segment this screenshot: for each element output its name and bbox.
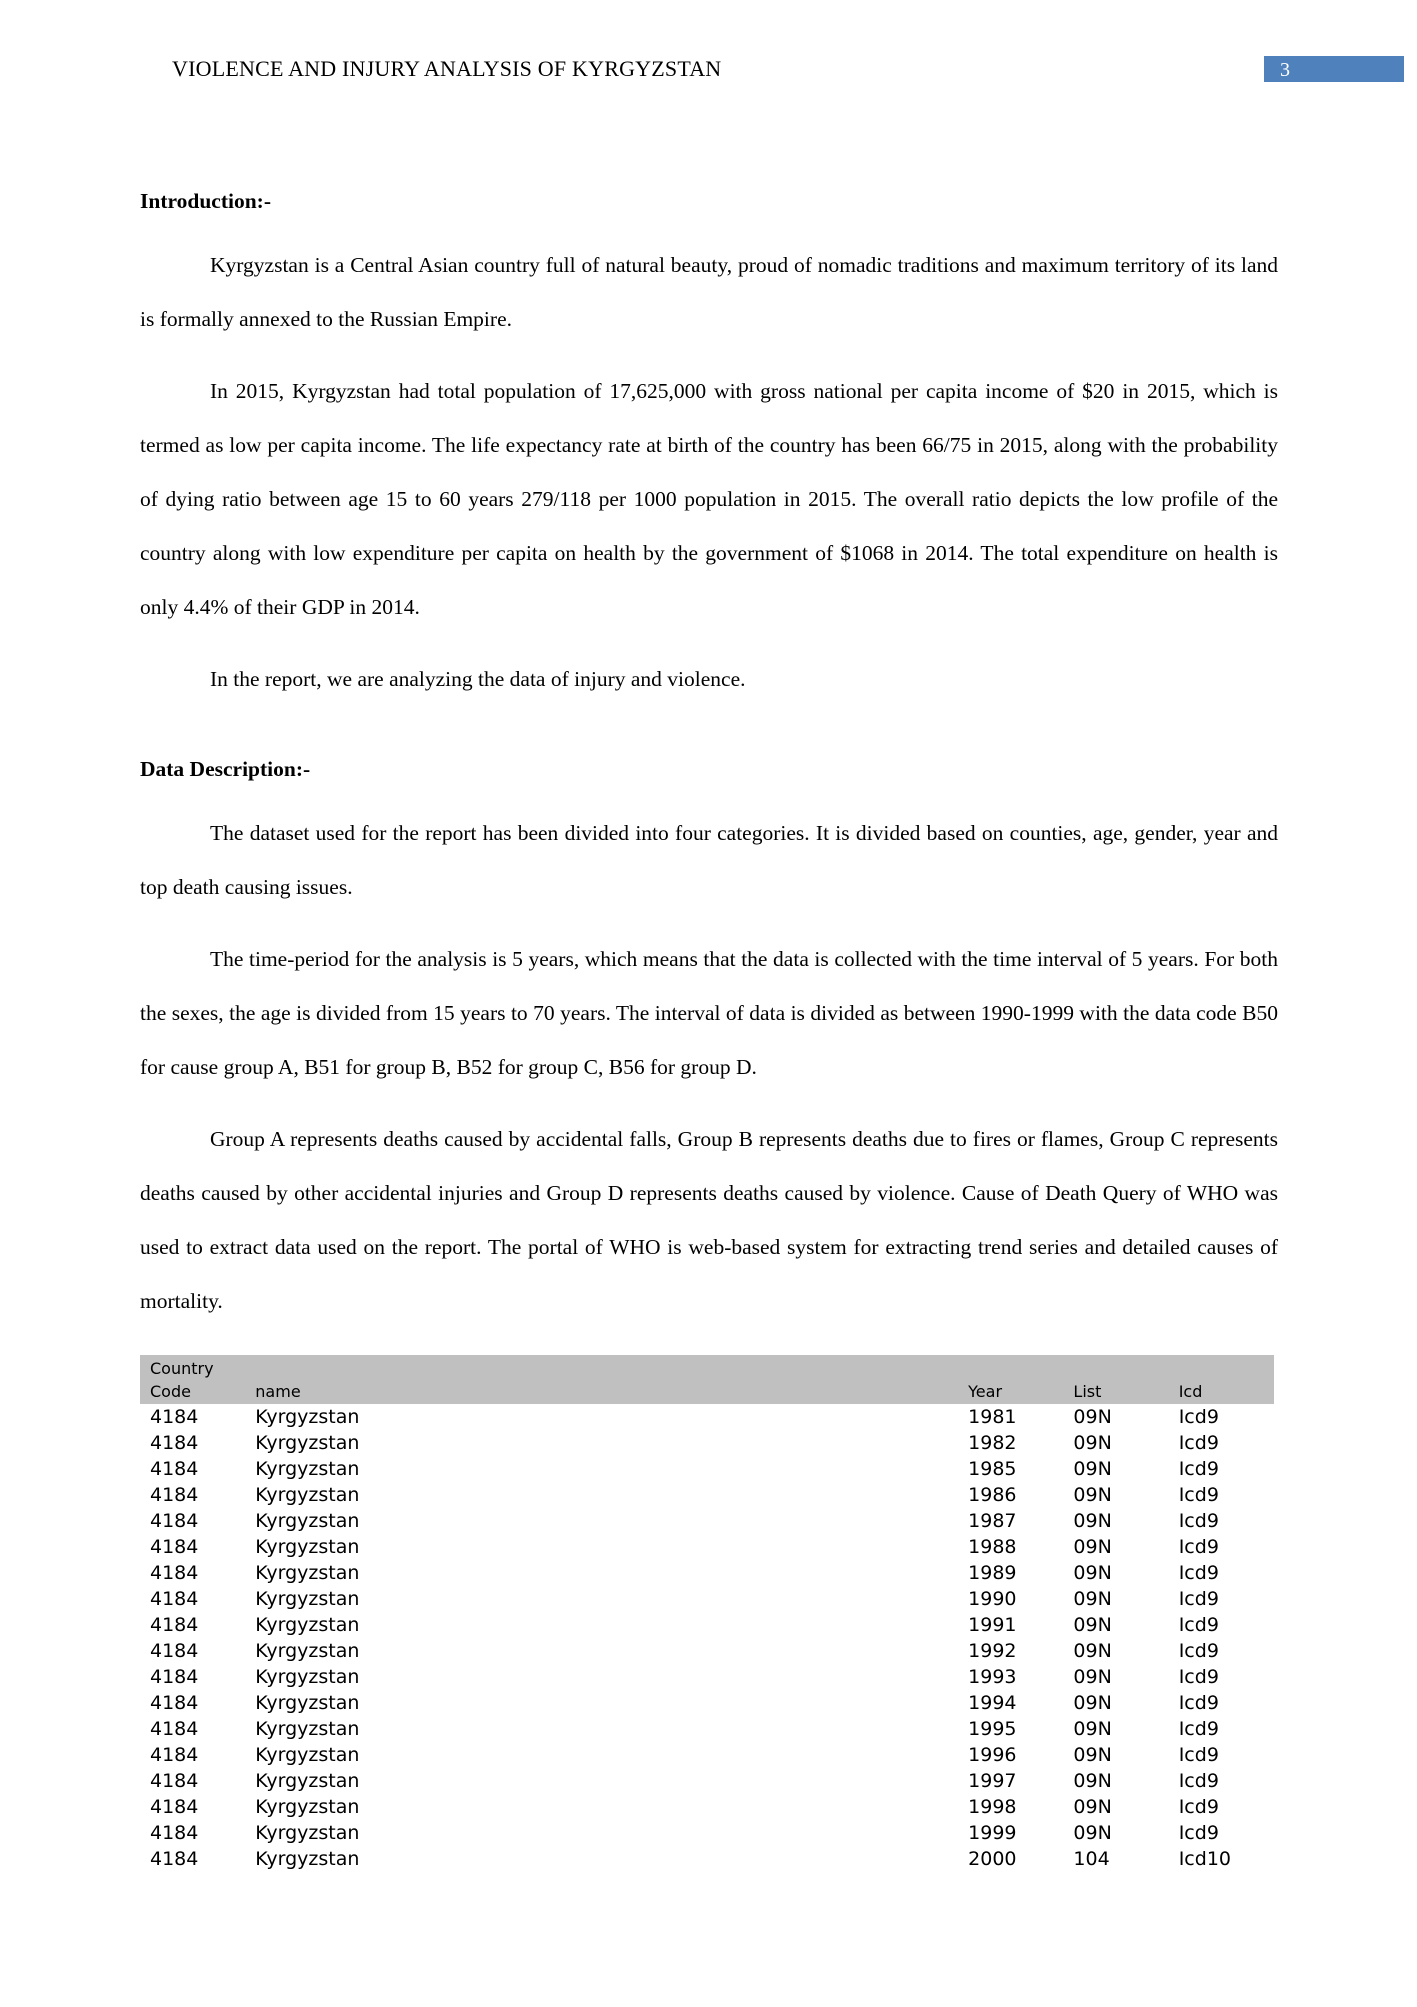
column-header-list: List (1063, 1355, 1168, 1404)
cell-name: Kyrgyzstan (255, 1614, 360, 1636)
table-row (140, 1690, 1274, 1716)
intro-paragraph-3: In the report, we are analyzing the data of injury and violence. (210, 667, 746, 691)
table-row (140, 1586, 1274, 1612)
country-code-header-line2: Code (150, 1382, 191, 1401)
cell-year: 1985 (968, 1458, 1017, 1480)
cell-list: 09N (1073, 1458, 1112, 1480)
cell-list: 09N (1073, 1432, 1112, 1454)
column-header-name: name (245, 1355, 958, 1404)
cell-code: 4184 (150, 1458, 199, 1480)
cell-name: Kyrgyzstan (255, 1432, 360, 1454)
cell-list: 09N (1073, 1822, 1112, 1844)
cell-name: Kyrgyzstan (255, 1796, 360, 1818)
cell-icd: Icd9 (1178, 1640, 1219, 1662)
table-header-row (140, 1355, 1274, 1404)
intro-paragraph-2: In 2015, Kyrgyzstan had total population of 17,625,000 with gross national per capita income of $20 in 2015, which is termed as low per capita income. The life expectancy rate at birth of the country has been 66/75 in 2015, along with the probability of dying ratio between age 15 to 60 years 279/118 per 1000 population in 2015. The overall ratio depicts the low profile of the country along with low expenditure per capita on health by the government of $1068 in 2014. The total expenditure on health is only 4.4% of their GDP in 2014. (140, 379, 1278, 619)
cell-name: Kyrgyzstan (255, 1744, 360, 1766)
cell-icd: Icd9 (1178, 1770, 1219, 1792)
cell-icd: Icd9 (1178, 1666, 1219, 1688)
cell-code: 4184 (150, 1796, 199, 1818)
cell-code: 4184 (150, 1614, 199, 1636)
cell-list: 09N (1073, 1614, 1112, 1636)
cell-year: 1982 (968, 1432, 1017, 1454)
cell-year: 1999 (968, 1822, 1017, 1844)
cell-name: Kyrgyzstan (255, 1666, 360, 1688)
cell-year: 1993 (968, 1666, 1017, 1688)
cell-code: 4184 (150, 1848, 199, 1870)
table-row (140, 1560, 1274, 1586)
country-code-header-line1: Country (150, 1359, 214, 1378)
cell-name: Kyrgyzstan (255, 1718, 360, 1740)
introduction-heading: Introduction:- (140, 189, 272, 213)
cell-code: 4184 (150, 1666, 199, 1688)
cell-year: 1981 (968, 1406, 1017, 1428)
table-row (140, 1430, 1274, 1456)
cell-code: 4184 (150, 1588, 199, 1610)
cell-icd: Icd9 (1178, 1458, 1219, 1480)
table-row (140, 1456, 1274, 1482)
cell-year: 1992 (968, 1640, 1017, 1662)
cell-list: 09N (1073, 1666, 1112, 1688)
cell-list: 09N (1073, 1692, 1112, 1714)
cell-code: 4184 (150, 1770, 199, 1792)
cell-code: 4184 (150, 1744, 199, 1766)
cell-icd: Icd9 (1178, 1484, 1219, 1506)
cell-name: Kyrgyzstan (255, 1588, 360, 1610)
cell-icd: Icd9 (1178, 1536, 1219, 1558)
cell-year: 1991 (968, 1614, 1017, 1636)
cell-year: 1988 (968, 1536, 1017, 1558)
cell-icd: Icd9 (1178, 1406, 1219, 1428)
cell-name: Kyrgyzstan (255, 1510, 360, 1532)
table-row (140, 1742, 1274, 1768)
cell-year: 1998 (968, 1796, 1017, 1818)
cell-year: 1997 (968, 1770, 1017, 1792)
mortality-data-table (140, 1355, 1274, 1872)
cell-year: 1995 (968, 1718, 1017, 1740)
cell-icd: Icd9 (1178, 1432, 1219, 1454)
cell-code: 4184 (150, 1510, 199, 1532)
table-row (140, 1846, 1274, 1872)
cell-code: 4184 (150, 1822, 199, 1844)
cell-code: 4184 (150, 1406, 199, 1428)
cell-name: Kyrgyzstan (255, 1848, 360, 1870)
data-description-paragraph-1: The dataset used for the report has been divided into four categories. It is divided based on counties, age, gender, year and top death causing issues. (140, 821, 1278, 899)
table-row (140, 1534, 1274, 1560)
cell-icd: Icd9 (1178, 1614, 1219, 1636)
cell-year: 2000 (968, 1848, 1017, 1870)
data-description-paragraph-3: Group A represents deaths caused by accidental falls, Group B represents deaths due to fires or flames, Group C represents deaths caused by other accidental injuries and Group D represents deaths caused by violence. Cause of Death Query of WHO was used to extract data used on the report. The portal of WHO is web-based system for extracting trend series and detailed causes of mortality. (140, 1127, 1278, 1313)
table-row (140, 1664, 1274, 1690)
cell-year: 1989 (968, 1562, 1017, 1584)
cell-name: Kyrgyzstan (255, 1536, 360, 1558)
body-content (140, 186, 1278, 1346)
column-header-country-code (140, 1355, 245, 1404)
cell-icd: Icd9 (1178, 1822, 1219, 1844)
cell-code: 4184 (150, 1562, 199, 1584)
table-row (140, 1716, 1274, 1742)
cell-list: 09N (1073, 1484, 1112, 1506)
cell-code: 4184 (150, 1484, 199, 1506)
cell-list: 104 (1073, 1848, 1110, 1870)
cell-year: 1986 (968, 1484, 1017, 1506)
table-row (140, 1482, 1274, 1508)
cell-list: 09N (1073, 1510, 1112, 1532)
cell-name: Kyrgyzstan (255, 1640, 360, 1662)
cell-icd: Icd9 (1178, 1588, 1219, 1610)
cell-year: 1996 (968, 1744, 1017, 1766)
cell-year: 1994 (968, 1692, 1017, 1714)
cell-list: 09N (1073, 1770, 1112, 1792)
running-header-title: VIOLENCE AND INJURY ANALYSIS OF KYRGYZSTAN (172, 56, 722, 81)
cell-name: Kyrgyzstan (255, 1484, 360, 1506)
cell-name: Kyrgyzstan (255, 1770, 360, 1792)
cell-icd: Icd9 (1178, 1692, 1219, 1714)
table-row (140, 1768, 1274, 1794)
cell-code: 4184 (150, 1536, 199, 1558)
cell-list: 09N (1073, 1536, 1112, 1558)
cell-list: 09N (1073, 1562, 1112, 1584)
cell-code: 4184 (150, 1640, 199, 1662)
data-description-heading: Data Description:- (140, 757, 311, 781)
page-number: 3 (1264, 56, 1404, 82)
cell-name: Kyrgyzstan (255, 1822, 360, 1844)
cell-name: Kyrgyzstan (255, 1562, 360, 1584)
table-row (140, 1820, 1274, 1846)
cell-code: 4184 (150, 1718, 199, 1740)
cell-year: 1987 (968, 1510, 1017, 1532)
cell-name: Kyrgyzstan (255, 1458, 360, 1480)
column-header-icd: Icd (1169, 1355, 1274, 1404)
cell-icd: Icd9 (1178, 1744, 1219, 1766)
cell-list: 09N (1073, 1640, 1112, 1662)
section-spacer (140, 724, 1278, 754)
column-header-year: Year (958, 1355, 1063, 1404)
cell-code: 4184 (150, 1692, 199, 1714)
cell-icd: Icd9 (1178, 1562, 1219, 1584)
cell-list: 09N (1073, 1796, 1112, 1818)
cell-icd: Icd10 (1178, 1848, 1231, 1870)
cell-code: 4184 (150, 1432, 199, 1454)
table-row (140, 1404, 1274, 1430)
cell-list: 09N (1073, 1744, 1112, 1766)
intro-paragraph-1: Kyrgyzstan is a Central Asian country full of natural beauty, proud of nomadic traditions and maximum territory of its land is formally annexed to the Russian Empire. (140, 253, 1278, 331)
cell-year: 1990 (968, 1588, 1017, 1610)
cell-list: 09N (1073, 1588, 1112, 1610)
cell-list: 09N (1073, 1718, 1112, 1740)
cell-name: Kyrgyzstan (255, 1406, 360, 1428)
table-row (140, 1638, 1274, 1664)
data-description-paragraph-2: The time-period for the analysis is 5 years, which means that the data is collected with the time interval of 5 years. For both the sexes, the age is divided from 15 years to 70 years. The interval of data is divided as between 1990-1999 with the data code B50 for cause group A, B51 for group B, B52 for group C, B56 for group D. (140, 947, 1278, 1079)
table-row (140, 1794, 1274, 1820)
table-row (140, 1508, 1274, 1534)
cell-icd: Icd9 (1178, 1510, 1219, 1532)
cell-icd: Icd9 (1178, 1718, 1219, 1740)
table-row (140, 1612, 1274, 1638)
cell-name: Kyrgyzstan (255, 1692, 360, 1714)
cell-icd: Icd9 (1178, 1796, 1219, 1818)
table-body (140, 1404, 1274, 1872)
cell-list: 09N (1073, 1406, 1112, 1428)
